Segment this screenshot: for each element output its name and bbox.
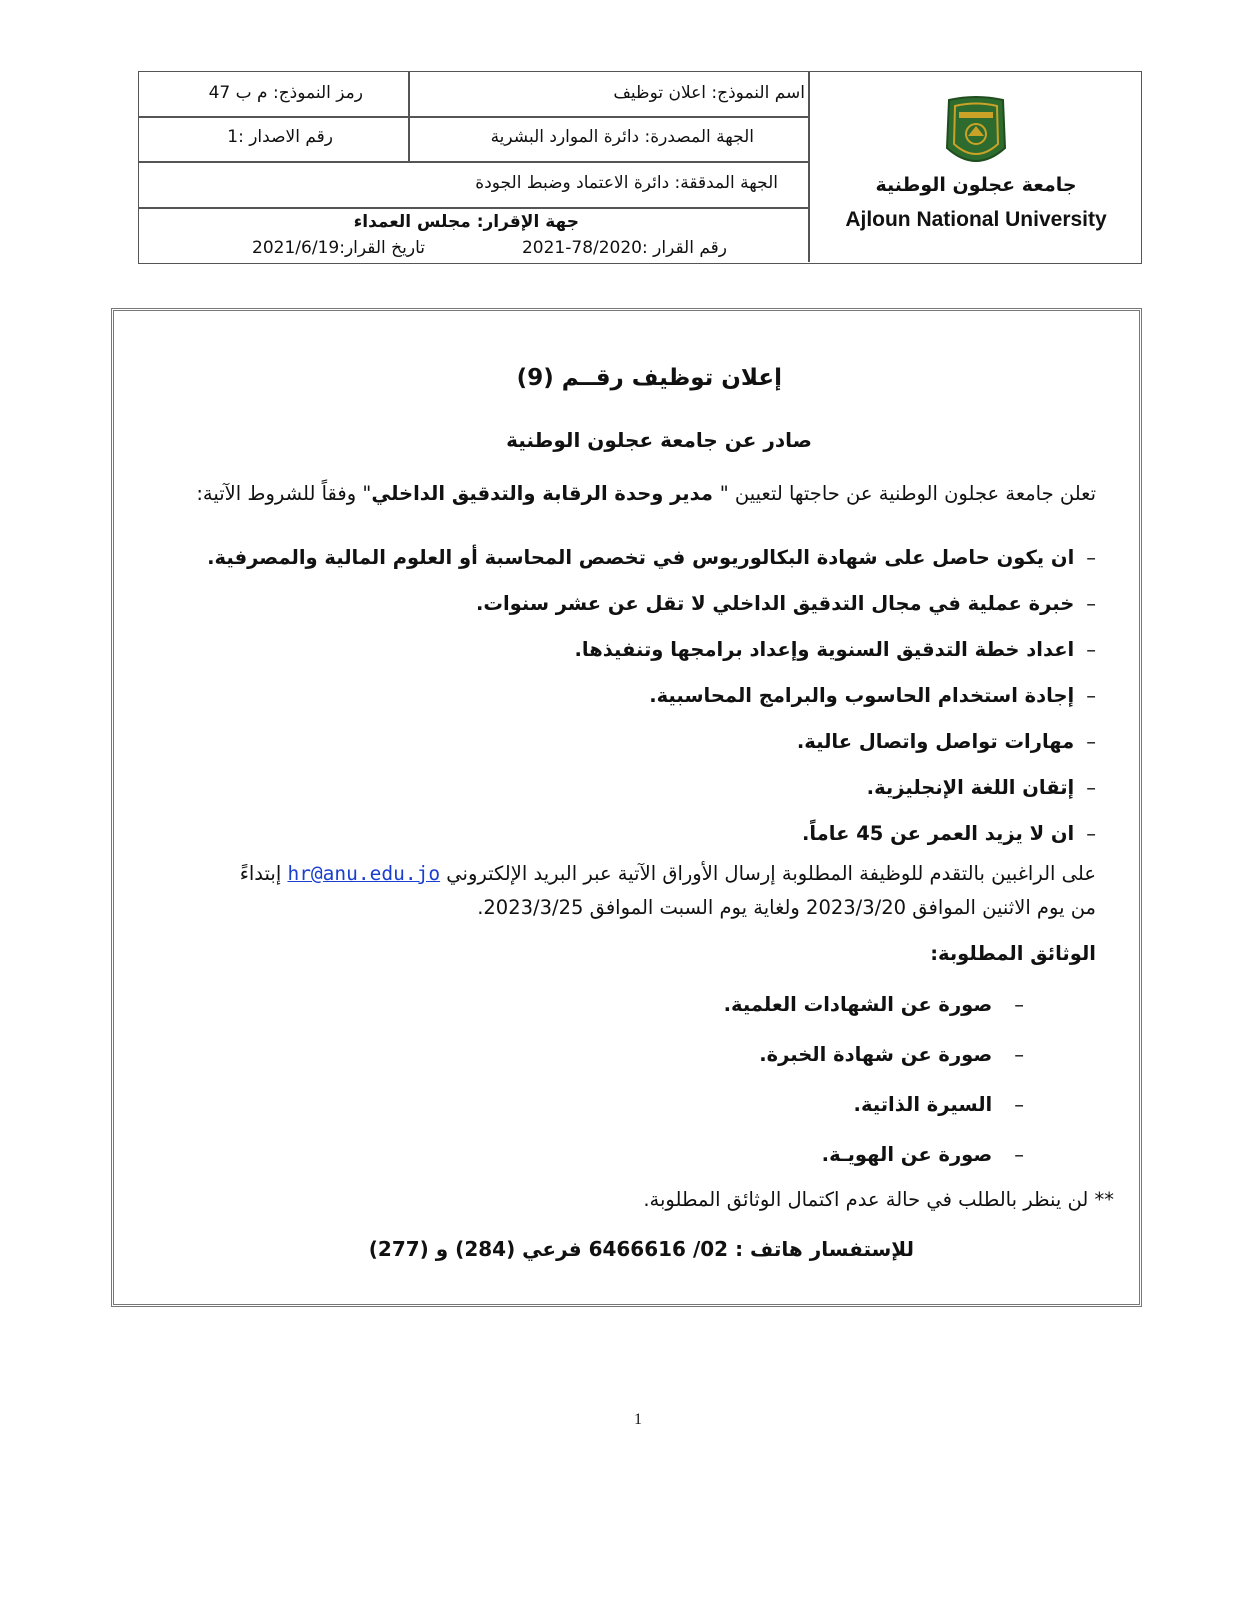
condition-item: –إجادة استخدام الحاسوب والبرامج المحاسبية.: [649, 684, 1096, 707]
version-number: رقم الاصدار :1: [227, 127, 333, 147]
apply-instructions-line1: على الراغبين بالتقدم للوظيفة المطلوبة إرسال الأوراق الآتية عبر البريد الإلكتروني hr@anu.edu.jo إبتداءً: [239, 862, 1096, 885]
condition-item: –مهارات تواصل واتصال عالية.: [796, 730, 1096, 753]
documents-heading: الوثائق المطلوبة:: [930, 942, 1096, 965]
university-branding: [809, 72, 1143, 262]
announcement-title: إعلان توظيف رقــم (9): [516, 365, 782, 391]
apply-instructions-line2: من يوم الاثنين الموافق 2023/3/20 ولغاية يوم السبت الموافق 2023/3/25.: [477, 896, 1096, 919]
condition-item: –خبرة عملية في مجال التدقيق الداخلي لا تقل عن عشر سنوات.: [475, 592, 1096, 615]
decision-date: تاريخ القرار:2021/6/19: [252, 238, 425, 258]
form-name: اسم النموذج: اعلان توظيف: [613, 83, 805, 103]
position-title: مدير وحدة الرقابة والتدقيق الداخلي: [371, 482, 720, 505]
form-code: رمز النموذج: م ب 47: [208, 83, 363, 103]
incomplete-note: ** لن ينظر بالطلب في حالة عدم اكتمال الوثائق المطلوبة.: [643, 1188, 1114, 1211]
intro-paragraph: [196, 482, 1096, 505]
condition-item: –ان لا يزيد العمر عن 45 عاماً.: [801, 822, 1096, 845]
university-name-arabic: جامعة عجلون الوطنية: [875, 174, 1077, 196]
issued-by: صادر عن جامعة عجلون الوطنية: [506, 428, 812, 452]
condition-item: –إتقان اللغة الإنجليزية.: [866, 776, 1096, 799]
document-item: –صورة عن الهويـة.: [821, 1143, 1024, 1166]
page-number: 1: [634, 1411, 642, 1428]
decision-number: رقم القرار :78/2020-2021: [521, 238, 727, 258]
intro-suffix: " وفقاً للشروط الآتية:: [196, 482, 372, 505]
condition-item: –اعداد خطة التدقيق السنوية وإعداد برامجها وتنفيذها.: [574, 638, 1096, 661]
hr-email-link[interactable]: hr@anu.edu.jo: [287, 862, 441, 885]
form-header-table: [138, 71, 1142, 264]
contact-info: للإستفسار هاتف : 02/ 6466616 فرعي (284) و (277): [368, 1237, 914, 1261]
university-seal-logo: [943, 96, 1009, 168]
approver: جهة الإقرار: مجلس العمداء: [353, 212, 579, 232]
university-name-english: Ajloun National University: [845, 208, 1107, 231]
issuer: الجهة المصدرة: دائرة الموارد البشرية: [490, 127, 754, 147]
auditor: الجهة المدققة: دائرة الاعتماد وضبط الجودة: [475, 173, 778, 193]
document-item: –صورة عن شهادة الخبرة.: [759, 1043, 1024, 1066]
intro-prefix: تعلن جامعة عجلون الوطنية عن حاجتها لتعيين ": [719, 482, 1096, 505]
condition-item: –ان يكون حاصل على شهادة البكالوريوس في تخصص المحاسبة أو العلوم المالية والمصرفية.: [207, 546, 1096, 569]
document-item: –صورة عن الشهادات العلمية.: [723, 993, 1024, 1016]
document-item: –السيرة الذاتية.: [853, 1093, 1024, 1116]
